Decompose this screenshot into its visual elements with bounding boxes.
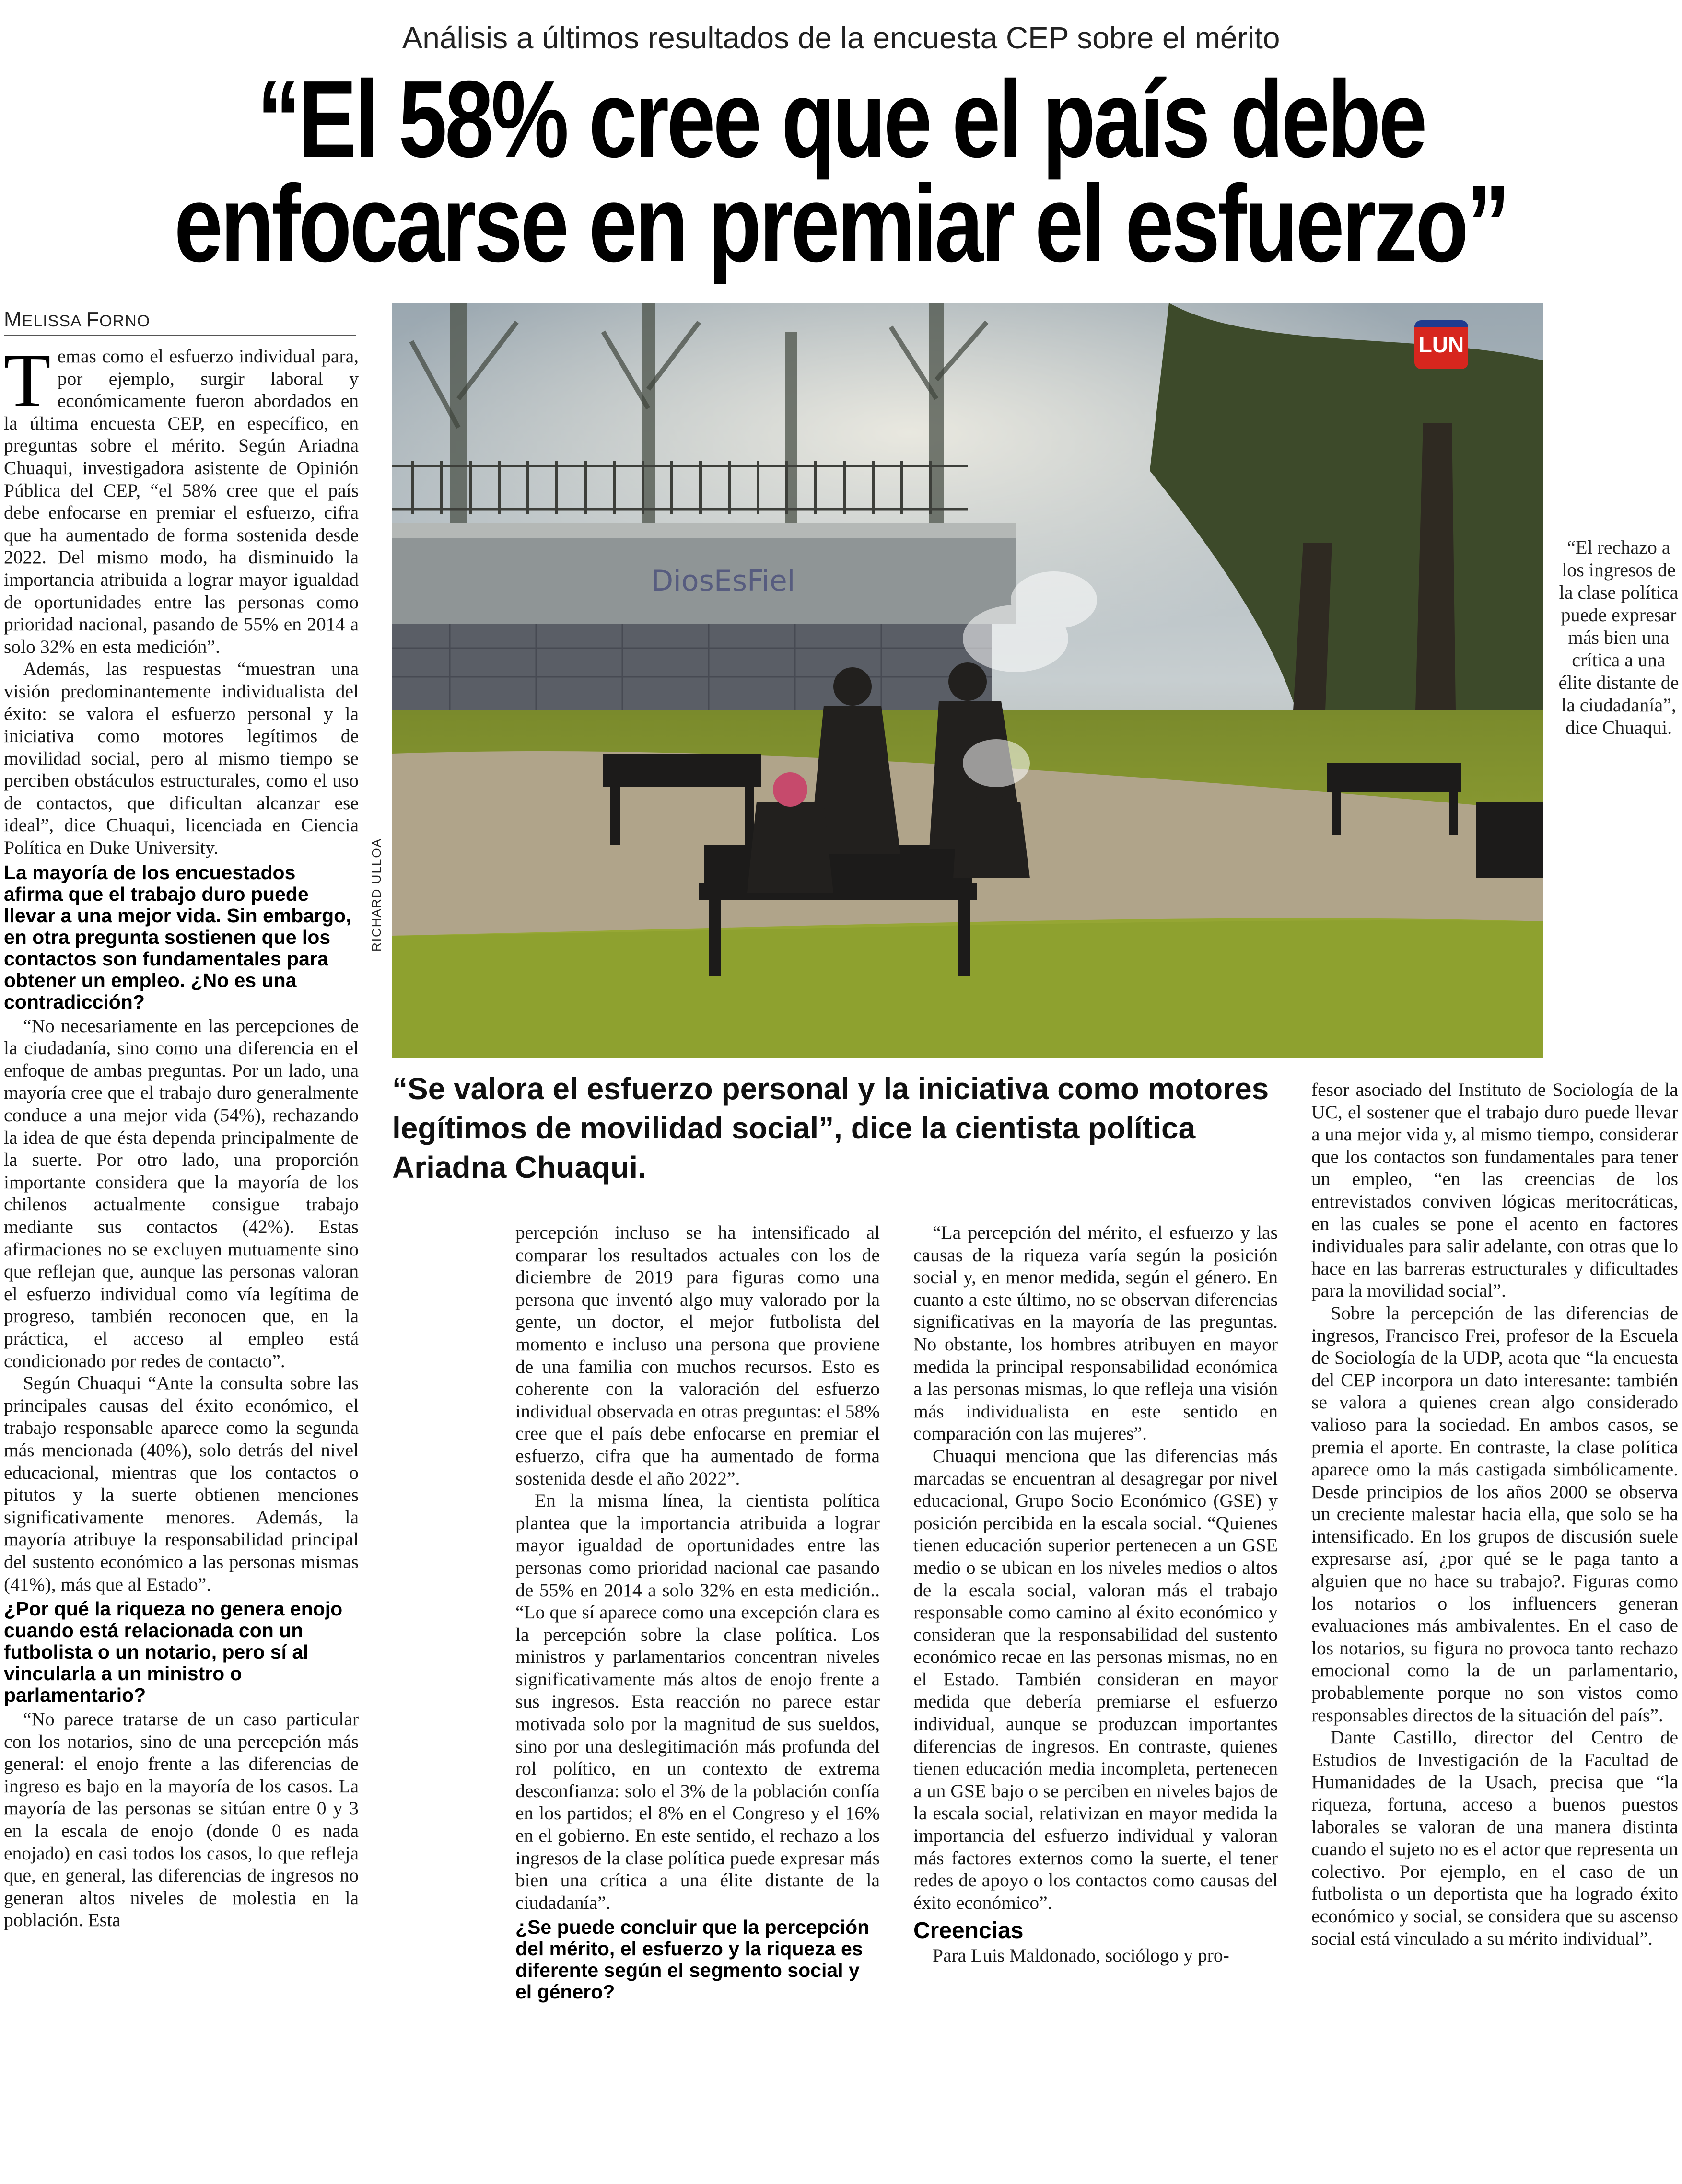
- interview-question-2: ¿Por qué la riqueza no genera enojo cuando está relacionada con un futbolista o un notario, pero sí al vincularla a un ministro o parlamentario?: [4, 1598, 343, 1707]
- byline-first-initial: M: [4, 308, 22, 331]
- lun-logo-text: LUN: [1418, 332, 1464, 357]
- kicker: Análisis a últimos resultados de la encuesta CEP sobre el mérito: [402, 21, 1280, 55]
- interview-question-3: ¿Se puede concluir que la percepción del mérito, el esfuerzo y la riqueza es diferente según el segmento social y el género?: [515, 1916, 870, 2003]
- col2-paragraph-2: En la misma línea, la cientista política plantea que la importancia atribuida a lograr mayor igualdad de oportunidades entre las personas como prioridad nacional cae pasando de 55% en 2014 a solo 32% en esta medición.. “Lo que sí aparece como una excepción clara es la percepción sobre la clase política. Los ministros y parlamentarios concentran niveles significativamente más altos de enojo frente a sus ingresos. Esta reacción no parece estar motivada solo por la magnitud de sus sueldos, sino por una deslegitimación más profunda del rol político, en un contexto de extrema desconfianza: solo el 3% de la población confía en los partidos; el 8% en el Congreso y el 16% en el gobierno. En este sentido, el rechazo a los ingresos de la clase política puede expresar más bien una crítica a una élite distante de la ciudadanía”.: [515, 1490, 880, 1913]
- col1-paragraph-2: Además, las respuestas “muestran una visión predominantemente individualista del éxito: se valora el esfuerzo personal y la iniciativa como motores legítimos de movilidad social, pero al mismo tiempo se perciben obstáculos estructurales, como el uso de contactos, que dificultan alcanzar ese ideal”, dice Chuaqui, licenciada en Ciencia Política en Duke University.: [4, 658, 359, 859]
- pull-quote: “Se valora el esfuerzo personal y la iniciativa como motores legítimos de movilidad social”, dice la cientista política Ariadna Chuaqui.: [392, 1071, 1269, 1185]
- col1-paragraph-4: Según Chuaqui “Ante la consulta sobre las principales causas del éxito económico, el trabajo responsable aparece como la segunda más mencionada (40%), solo detrás del nivel educacional, mientras que los contactos o pitutos y la suerte obtienen menciones significativamente menores. Además, la mayoría atribuye la responsabilidad principal del sustento económico a las personas mismas (41%), más que al Estado”.: [4, 1372, 359, 1595]
- byline: [4, 308, 356, 336]
- subhead-creencias: Creencias: [913, 1918, 1024, 1944]
- column-3: [913, 1221, 1278, 1967]
- col3-paragraph-1: “La percepción del mérito, el esfuerzo y las causas de la riqueza varía según la posición social y, en menor medida, según el género. En cuanto a este último, no se observan diferencias significativas en la mayoría de las preguntas. No obstante, los hombres atribuyen en mayor medida la principal responsabilidad económica a las personas mismas, lo que refleja una visión más individualista en este sentido en comparación con las mujeres”.: [913, 1222, 1278, 1444]
- col4-paragraph-1: fesor asociado del Instituto de Sociología de la UC, el sostener que el trabajo duro puede llevar a una mejor vida y, al mismo tiempo, considerar que los contactos son fundamentales para tener un empleo, “en las creencias de los entrevistados conviven lógicas meritocráticas, en las cuales se pone el acento en factores individuales para salir adelante, con otras que lo hace en las barreras estructurales y dificultades para la movilidad social”.: [1311, 1079, 1678, 1301]
- headline-line-2: enfocarse en premiar el esfuerzo”: [174, 163, 1508, 285]
- col4-paragraph-3: Dante Castillo, director del Centro de Estudios de Investigación de la Facultad de Humanidades de la Usach, precisa que “la riqueza, fortuna, acceso a buenos puestos laborales se valoran de una manera distinta cuando el sujeto no es el actor que representa un colectivo. Por ejemplo, en el caso de un futbolista o un deportista que ha logrado éxito económico y social, se considera que su ascenso social está vinculado a su mérito individual”.: [1311, 1727, 1678, 1949]
- photo-credit: RICHARD ULLOA: [369, 838, 384, 952]
- col1-paragraph-3: “No necesariamente en las percepciones de la ciudadanía, sino como una diferencia en el enfoque de ambas preguntas. Por un lado, una mayoría cree que el trabajo duro generalmente conduce a una mejor vida (54%), rechazando la idea de que ésta dependa principalmente de la suerte. Por otro lado, una proporción importante considera que la mayoría de los chilenos actualmente consigue trabajo mediante sus contactos (42%). Estas afirmaciones no se excluyen mutuamente sino que reflejan que, aunque las personas valoran el esfuerzo individual como vía legítima de progreso, también reconocen que, en la práctica, el acceso al empleo está condicionado por redes de contacto”.: [4, 1015, 359, 1371]
- main-photo: [392, 303, 1543, 1058]
- photo-caption: “El rechazo a los ingresos de la clase política puede expresar más bien una crítica a una élite distante de la ciudadanía”, dice Chuaqui.: [1558, 536, 1679, 738]
- intro-paragraph: [4, 337, 359, 658]
- lun-logo: [1414, 320, 1468, 369]
- col3-paragraph-2: Chuaqui menciona que las diferencias más marcadas se encuentran al desagregar por nivel educacional, Grupo Socio Económico (GSE) y posición percibida en la escala social. “Quienes tienen educación superior pertenecen a un GSE medio o se ubican en los niveles medios o altos de la escala social, valoran más el trabajo responsable como camino al éxito económico y consideran que la responsabilidad del sustento económico recae en las personas mismas, no en el Estado. También consideran en mayor medida que debería premiarse el esfuerzo individual, aunque se produzcan importantes diferencias de ingresos. En contraste, quienes tienen educación media incompleta, pertenecen a un GSE bajo o se perciben en niveles bajos de la escala social, relativizan en mayor medida la importancia del esfuerzo individual y valoran más factores externos como la suerte, el tener redes de apoyo o los contactos como causas del éxito económico”.: [913, 1445, 1278, 1913]
- col2-paragraph-1: percepción incluso se ha intensificado al comparar los resultados actuales con los de diciembre de 2019 para figuras como una persona que inventó algo muy valorado por la gente, un doctor, el mejor futbolista del momento e incluso una persona que proviene de una familia con muchos recursos. Esto es coherente con la valoración del esfuerzo individual observada en otras preguntas: el 58% cree que el país debe enfocarse en premiar el esfuerzo, cifra que ha aumentado de forma sostenida desde el año 2022”.: [515, 1222, 880, 1489]
- graffiti-text: DiosEsFiel: [651, 564, 795, 598]
- col4-paragraph-2: Sobre la percepción de las diferencias de ingresos, Francisco Frei, profesor de la Escuela de Sociología de la UDP, acota que “la encuesta del CEP incorpora un dato interesante: también se valora a quienes crean algo considerado valioso para la sociedad. En ambos casos, se premia el aporte. En contraste, la clase política aparece omo la más castigada simbólicamente. Desde principios de los años 2000 se observa un creciente malestar hacia ella, que solo se ha intensificado. En los grupos de discusión suele expresarse así, ¿por qué se le paga tanto a alguien que no hace su trabajo?. Figuras como los notarios o los influencers generan evaluaciones más ambivalentes. En el caso de los notarios, su figura no provoca tanto rechazo emocional como la de un parlamentario, probablemente porque no son vistos como responsables directos de la situación del país”.: [1311, 1302, 1678, 1726]
- headline-line-1: “El 58% cree que el país debe: [257, 58, 1425, 180]
- byline-last-initial: F: [86, 308, 100, 331]
- column-4: [1311, 1079, 1678, 1950]
- park-scene-illustration: [392, 303, 1543, 1058]
- col1-paragraph-5: “No parece tratarse de un caso particular con los notarios, sino de una percepción más general: el enojo frente a las diferencias de ingreso es bajo en la mayoría de los casos. La mayoría de las personas se sitúan entre 0 y 3 en la escala de enojo (donde 0 es nada enojado) en casi todos los casos, lo que refleja que, en general, las diferencias de ingresos no generan altos niveles de molestia en la población. Esta: [4, 1708, 359, 1931]
- byline-last-rest: ORNO: [99, 312, 151, 330]
- column-1: [4, 337, 359, 1931]
- col1-p1-text: emas como el esfuerzo individual para, por ejemplo, surgir laboral y económicamente fueron abordados en la última encuesta CEP, en específico, en preguntas sobre el mérito. Según Ariadna Chuaqui, investigadora asistente de Opinión Pública del CEP, “el 58% cree que el país debe enfocarse en premiar el esfuerzo, cifra que ha aumentado de forma sostenida desde 2022. Del mismo modo, ha disminuido la importancia atribuida a lograr mayor igualdad de oportunidades entre las personas como prioridad nacional, pasando de 55% en 2014 a solo 32% en esta medición”.: [4, 346, 359, 657]
- column-2: [515, 1221, 880, 2005]
- headline: [168, 58, 1514, 285]
- interview-question-1: La mayoría de los encuestados afirma que el trabajo duro puede llevar a una mejor vida. Sin embargo, en otra pregunta sostienen que los contactos son fundamentales para obtener un empleo. ¿No es una contradicción?: [4, 861, 351, 1013]
- col3-paragraph-3: Para Luis Maldonado, sociólogo y pro-: [933, 1945, 1229, 1966]
- drop-cap: T: [4, 337, 51, 423]
- byline-first-rest: ELISSA: [22, 312, 81, 330]
